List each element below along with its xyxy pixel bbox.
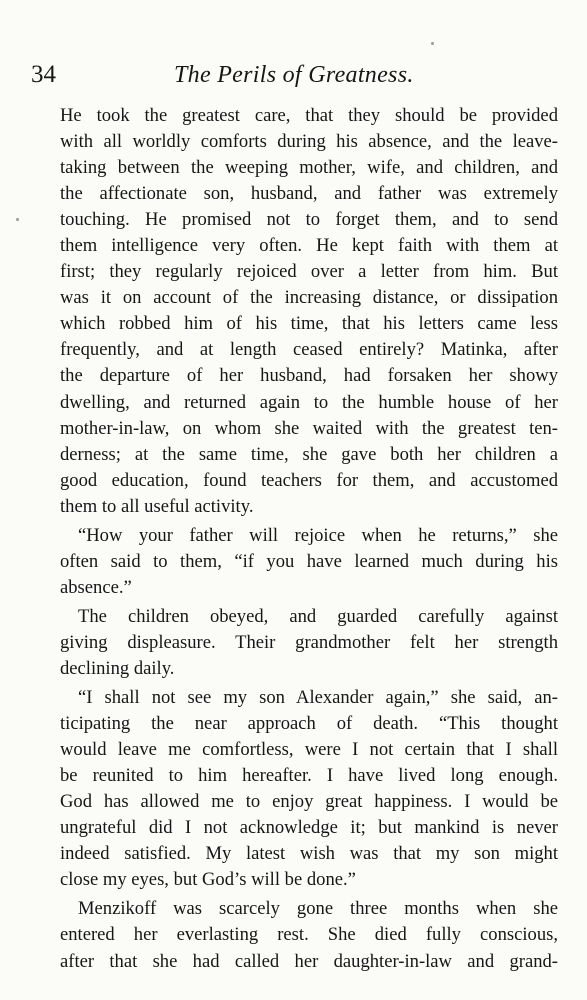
text-line: The children obeyed, and guarded carefully against <box>78 605 558 627</box>
text-line: would leave me comfortless, were I not certain that I shall <box>60 739 558 761</box>
text-line: first; they regularly rejoiced over a letter from him. But <box>60 261 558 283</box>
text-line: “How your father will rejoice when he returns,” she <box>78 524 558 546</box>
text-line: indeed satisfied. My latest wish was that my son might <box>60 843 558 865</box>
paragraph-4 <box>60 685 558 893</box>
text-line: close my eyes, but God’s will be done.” <box>60 869 356 891</box>
text-line: be reunited to him hereafter. I have lived long enough. <box>60 765 558 787</box>
print-speck <box>431 42 434 45</box>
text-line: giving displeasure. Their grandmother felt her strength <box>60 631 558 653</box>
text-line: with all worldly comforts during his absence, and the leave- <box>60 131 558 153</box>
text-line: dwelling, and returned again to the humble house of her <box>60 391 558 413</box>
page-header <box>31 60 561 94</box>
text-line: frequently, and at length ceased entirely? Matinka, after <box>60 339 558 361</box>
text-line: ungrateful did I not acknowledge it; but mankind is never <box>60 817 558 839</box>
text-line: ticipating the near approach of death. “This thought <box>60 713 558 735</box>
body-text <box>60 103 558 975</box>
text-line: often said to them, “if you have learned much during his <box>60 550 558 572</box>
text-line: derness; at the same time, she gave both her children a <box>60 443 558 465</box>
text-line: the departure of her husband, had forsaken her showy <box>60 365 558 387</box>
paragraph-1 <box>60 103 558 520</box>
text-line: touching. He promised not to forget them, and to send <box>60 209 558 231</box>
running-title: The Perils of Greatness. <box>174 62 414 88</box>
text-line: “I shall not see my son Alexander again,” she said, an- <box>78 687 558 709</box>
text-line: God has allowed me to enjoy great happiness. I would be <box>60 791 558 813</box>
paragraph-2 <box>60 523 558 601</box>
text-line: was it on account of the increasing distance, or dissipation <box>60 287 558 309</box>
text-line: them intelligence very often. He kept faith with them at <box>60 235 558 257</box>
text-line: which robbed him of his time, that his letters came less <box>60 313 558 335</box>
text-line: He took the greatest care, that they should be provided <box>60 105 558 126</box>
paragraph-5 <box>60 896 558 974</box>
text-line: absence.” <box>60 576 132 598</box>
paragraph-3 <box>60 604 558 682</box>
text-line: taking between the weeping mother, wife, and children, and <box>60 157 558 179</box>
text-line: Menzikoff was scarcely gone three months when she <box>78 898 558 920</box>
text-line: after that she had called her daughter-in-law and grand- <box>60 950 558 972</box>
text-line: the affectionate son, husband, and father was extremely <box>60 183 558 205</box>
text-line: declining daily. <box>60 657 175 679</box>
page-number: 34 <box>31 61 56 88</box>
text-line: entered her everlasting rest. She died fully conscious, <box>60 924 558 946</box>
text-line: mother-in-law, on whom she waited with the greatest ten- <box>60 417 558 439</box>
text-line: good education, found teachers for them, and accustomed <box>60 469 558 491</box>
text-line: them to all useful activity. <box>60 495 254 517</box>
print-speck <box>16 218 19 221</box>
